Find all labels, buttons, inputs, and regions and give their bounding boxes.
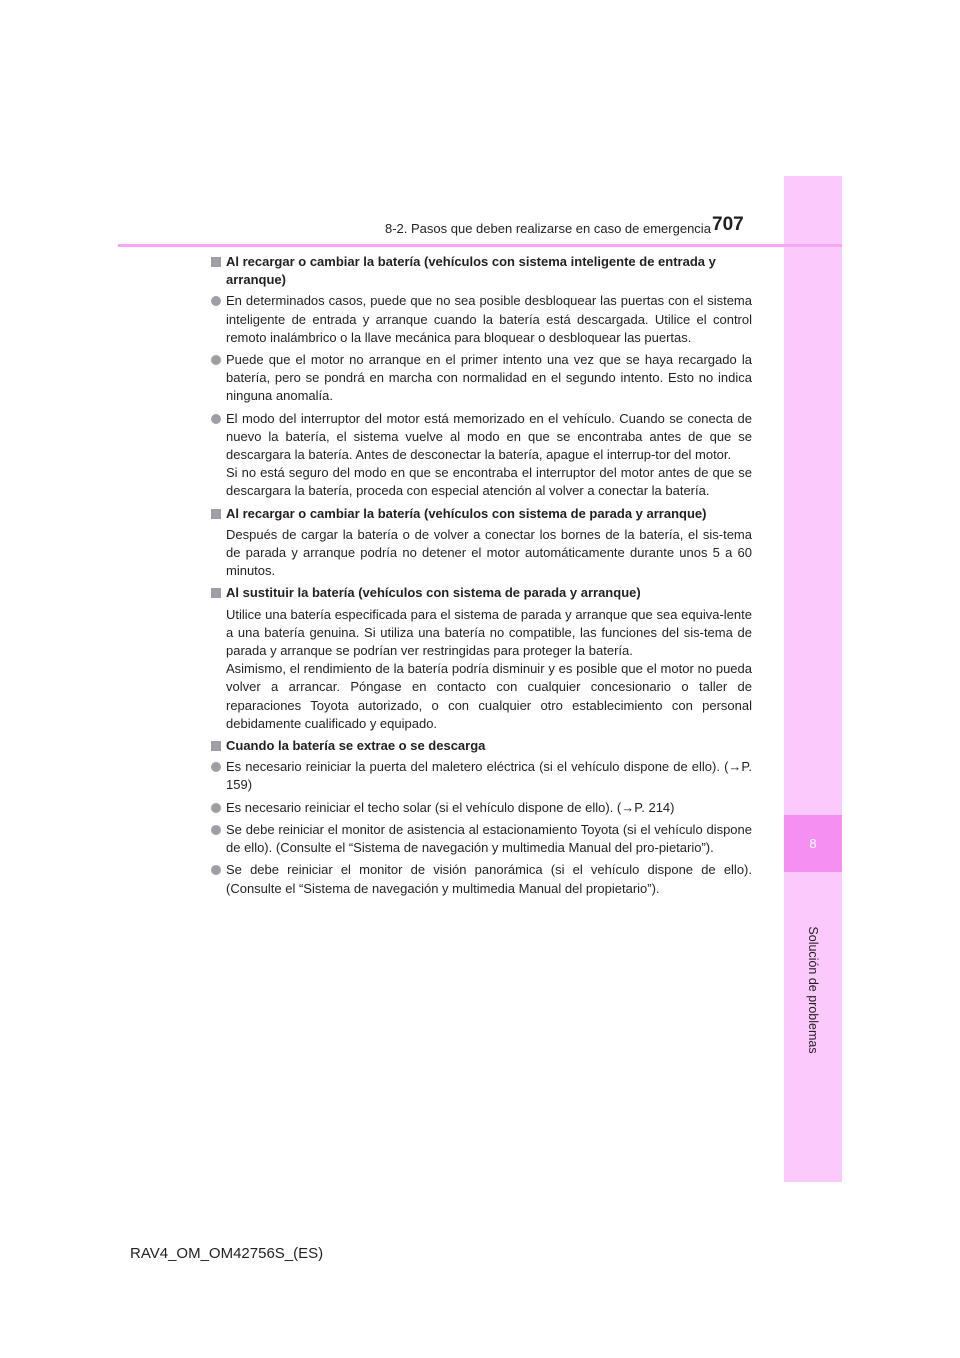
list-item: Se debe reiniciar el monitor de visión panorámica (si el vehículo dispone de ello). (Consulte el “Sistema de navegación y multimedia Manual del propietario”). [211, 861, 752, 897]
circle-bullet-icon [211, 865, 221, 875]
list-item-continuation: Si no está seguro del modo en que se encontraba el interruptor del motor antes de que se descargara la batería, proceda con especial atención al volver a conectar la batería. [226, 465, 752, 499]
section-heading: Cuando la batería se extrae o se descarga [211, 737, 752, 755]
header-rule [118, 244, 842, 247]
list-item: El modo del interruptor del motor está memorizado en el vehículo. Cuando se conecta de nuevo la batería, el sistema vuelve al modo en que se encontraba antes de que se descargara la batería. Antes de desconectar la batería, apague el interrup-tor del motor. [211, 410, 752, 465]
square-bullet-icon [211, 741, 221, 751]
square-bullet-icon [211, 588, 221, 598]
chapter-title: Solución de problemas [806, 926, 820, 1054]
list-item: Se debe reiniciar el monitor de asistencia al estacionamiento Toyota (si el vehículo dispone de ello). (Consulte el “Sistema de navegación y multimedia Manual del pro-pietario”). [211, 821, 752, 857]
square-bullet-icon [211, 257, 221, 267]
section-heading: Al sustituir la batería (vehículos con sistema de parada y arranque) [211, 584, 752, 602]
circle-bullet-icon [211, 762, 221, 772]
section-heading: Al recargar o cambiar la batería (vehículos con sistema de parada y arranque) [211, 505, 752, 523]
square-bullet-icon [211, 509, 221, 519]
section-title: 8-2. Pasos que deben realizarse en caso de emergencia [385, 221, 711, 236]
circle-bullet-icon [211, 296, 221, 306]
list-item: Es necesario reiniciar el techo solar (si el vehículo dispone de ello). (→P. 214) [211, 799, 752, 817]
chapter-number: 8 [809, 836, 817, 851]
circle-bullet-icon [211, 355, 221, 365]
circle-bullet-icon [211, 414, 221, 424]
document-code: RAV4_OM_OM42756S_(ES) [130, 1245, 324, 1262]
circle-bullet-icon [211, 803, 221, 813]
page-content [211, 253, 752, 902]
page-number: 707 [712, 214, 744, 235]
paragraph: Después de cargar la batería o de volver a conectar los bornes de la batería, el sis-tema de parada y arranque podría no detener el motor automáticamente durante unos 5 a 60 minutos. [226, 526, 752, 579]
section-heading: Al recargar o cambiar la batería (vehículos con sistema inteligente de entrada y arranque) [211, 253, 752, 289]
list-item: Es necesario reiniciar la puerta del maletero eléctrica (si el vehículo dispone de ello). (→P. 159) [211, 758, 752, 794]
circle-bullet-icon [211, 825, 221, 835]
paragraph: Asimismo, el rendimiento de la batería podría disminuir y es posible que el motor no pueda volver a arrancar. Póngase en contacto con cualquier concesionario o taller de reparaciones Toyota autorizado, o con cualquier otro establecimiento con personal debidamente cualificado y equipado. [226, 661, 752, 731]
chapter-number-box [784, 815, 842, 872]
paragraph: Utilice una batería especificada para el sistema de parada y arranque que sea equiva-lente a una batería genuina. Si utiliza una batería no compatible, las funciones del sis-tema de parada y arranque se podrían ver restringidas para proteger la batería. [226, 606, 752, 659]
list-item: En determinados casos, puede que no sea posible desbloquear las puertas con el sistema inteligente de entrada y arranque cuando la batería está descargada. Utilice el control remoto inalámbrico o la llave mecánica para bloquear o desbloquear las puertas. [211, 292, 752, 347]
list-item: Puede que el motor no arranque en el primer intento una vez que se haya recargado la batería, pero se pondrá en marcha con normalidad en el segundo intento. Esto no indica ninguna anomalía. [211, 351, 752, 406]
